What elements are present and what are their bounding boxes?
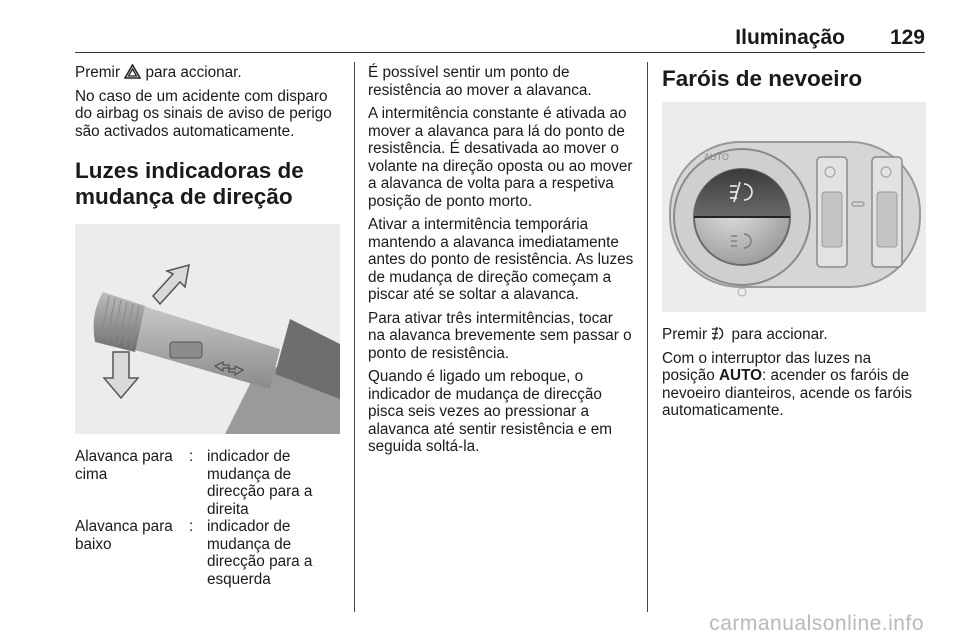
hazard-warning-icon	[124, 64, 141, 79]
paragraph	[75, 64, 340, 82]
definition-row	[75, 448, 340, 518]
column-2	[368, 64, 634, 462]
section-heading	[75, 158, 340, 210]
text: para accionar.	[145, 64, 242, 81]
page-header	[75, 26, 925, 52]
column-divider	[647, 62, 648, 612]
definition-separator: :	[189, 448, 194, 465]
column-divider	[354, 62, 355, 612]
paragraph: Ativar a intermitência temporária mantendo a alavanca imediatamente antes do ponto de resistência. As luzes de mudança de direção começam a piscar até se soltar a alavanca.	[368, 216, 634, 303]
page-number: 129	[889, 26, 925, 49]
text: Premir	[662, 326, 708, 343]
heading-line: Luzes indicadoras de	[75, 158, 304, 183]
front-fog-light-icon	[711, 326, 727, 341]
paragraph	[662, 326, 926, 344]
watermark: carmanualsonline.info	[709, 612, 924, 635]
definition-list	[75, 448, 340, 588]
turn-signal-lever-figure	[75, 224, 340, 434]
definition-term: Alavanca para baixo	[75, 518, 173, 553]
paragraph: É possível sentir um ponto de resistência ao mover a alavanca.	[368, 64, 592, 99]
definition-description: indicador de mudança de direcção para a esquerda	[207, 518, 313, 588]
definition-separator: :	[189, 518, 194, 535]
light-switch-figure	[662, 102, 926, 312]
section-title: Iluminação	[735, 26, 845, 49]
text: Com o interruptor das luzes na posição	[662, 349, 872, 384]
text: Premir	[75, 64, 121, 81]
definition-term: Alavanca para cima	[75, 448, 173, 483]
paragraph: Para ativar três intermitências, tocar na alavanca brevemente sem passar o ponto de resistência.	[368, 309, 632, 362]
column-3	[662, 64, 926, 426]
definition-row	[75, 518, 340, 588]
section-heading: Faróis de nevoeiro	[662, 66, 863, 91]
auto-label: AUTO	[704, 152, 729, 162]
heading-line: mudança de direção	[75, 184, 293, 209]
definition-description: indicador de mudança de direcção para a direita	[207, 448, 313, 518]
paragraph	[662, 350, 926, 420]
text: para accionar.	[731, 326, 828, 343]
header-rule	[75, 52, 925, 53]
paragraph: Quando é ligado um reboque, o indicador de mudança de direcção pisca seis vezes ao pressionar a alavanca até sentir resistência e em seguida soltá-la.	[368, 368, 613, 455]
bold-term: AUTO	[718, 367, 763, 384]
text: : acender os faróis de nevoeiro dianteiros, acende os faróis automaticamente.	[662, 367, 913, 419]
paragraph: A intermitência constante é ativada ao mover a alavanca para lá do ponto de resistência. É desativada ao mover o volante na direção oposta ou ao mover a alavanca de volta para a respetiva posição de ponto morto.	[368, 105, 633, 210]
column-1	[75, 64, 340, 588]
paragraph: No caso de um acidente com disparo do airbag os sinais de aviso de perigo são activados automaticamente.	[75, 87, 332, 140]
